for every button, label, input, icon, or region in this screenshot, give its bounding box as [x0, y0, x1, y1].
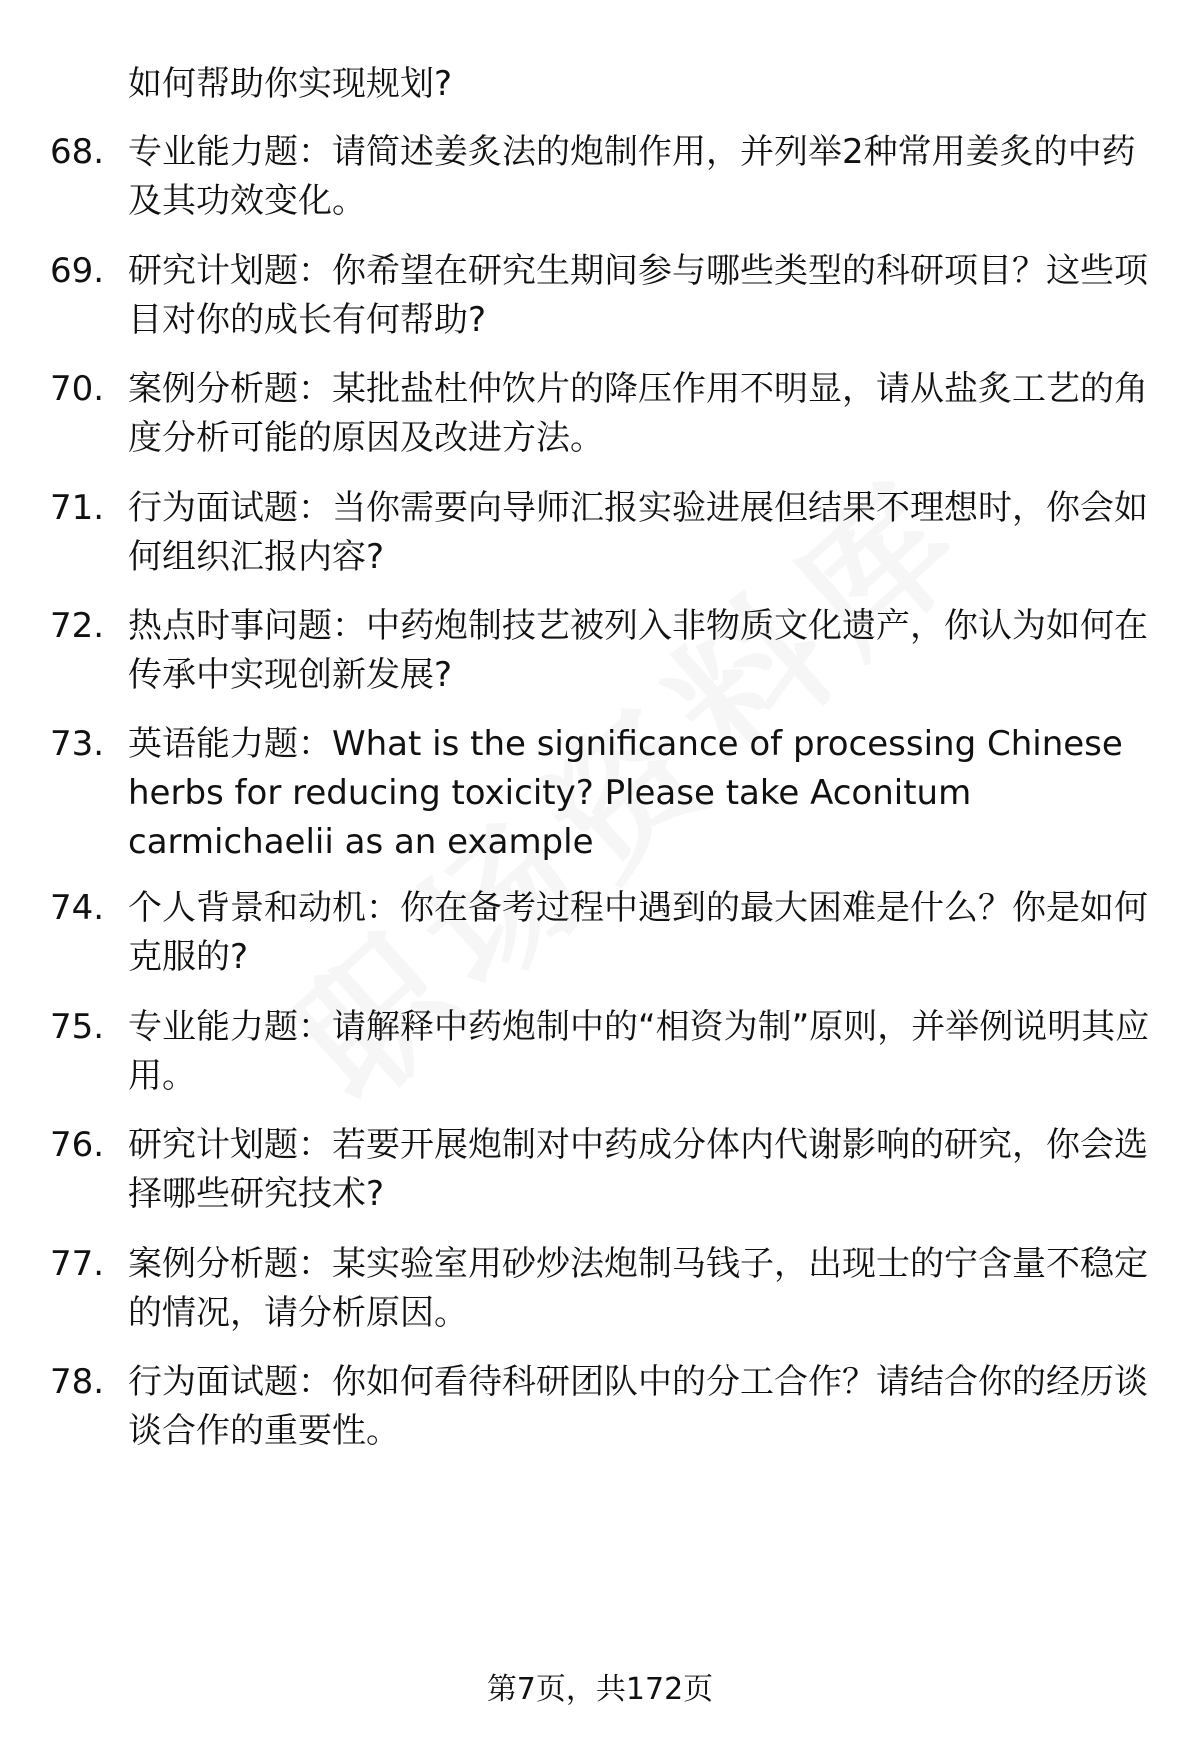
question-item	[50, 1240, 1160, 1338]
question-number: 77.	[50, 1244, 105, 1284]
question-text: 研究计划题：你希望在研究生期间参与哪些类型的科研项目？这些项目对你的成长有何帮助?	[128, 251, 1148, 340]
question-number: 69.	[50, 251, 105, 291]
question-number: 76.	[50, 1125, 105, 1165]
question-number: 70.	[50, 369, 105, 409]
page-number-footer: 第7页，共172页	[486, 1672, 714, 1707]
question-text: 专业能力题：请解释中药炮制中的“相资为制”原则，并举例说明其应用。	[128, 1007, 1150, 1096]
question-text: 行为面试题：你如何看待科研团队中的分工合作？请结合你的经历谈谈合作的重要性。	[128, 1362, 1148, 1451]
question-number: 78.	[50, 1362, 105, 1402]
continued-question-text: 如何帮助你实现规划?	[128, 64, 453, 104]
question-item	[50, 720, 1160, 867]
question-item	[50, 128, 1160, 226]
question-item	[50, 1121, 1160, 1219]
question-text: 研究计划题：若要开展炮制对中药成分体内代谢影响的研究，你会选择哪些研究技术?	[128, 1125, 1148, 1214]
question-number: 74.	[50, 888, 105, 928]
question-text: 英语能力题：What is the significance of processing Chinese herbs for reducing toxicity? Please take Aconitum carmichaelii as an example	[128, 724, 1123, 862]
question-item	[50, 484, 1160, 582]
question-item	[50, 247, 1160, 345]
question-text: 热点时事问题：中药炮制技艺被列入非物质文化遗产，你认为如何在传承中实现创新发展?	[128, 606, 1148, 695]
question-item	[50, 365, 1160, 463]
question-number: 71.	[50, 488, 105, 528]
question-text: 案例分析题：某实验室用砂炒法炮制马钱子，出现士的宁含量不稳定的情况，请分析原因。	[128, 1244, 1148, 1333]
question-item	[50, 602, 1160, 700]
question-text: 案例分析题：某批盐杜仲饮片的降压作用不明显，请从盐炙工艺的角度分析可能的原因及改进方法。	[128, 369, 1148, 458]
question-number: 73.	[50, 724, 105, 764]
question-text: 行为面试题：当你需要向导师汇报实验进展但结果不理想时，你会如何组织汇报内容?	[128, 488, 1148, 577]
question-item	[50, 1003, 1160, 1101]
question-item	[50, 884, 1160, 982]
question-text: 专业能力题：请简述姜炙法的炮制作用，并列举2种常用姜炙的中药及其功效变化。	[128, 132, 1136, 221]
question-number: 75.	[50, 1007, 105, 1047]
question-number: 72.	[50, 606, 105, 646]
question-number: 68.	[50, 132, 105, 172]
question-text: 个人背景和动机：你在备考过程中遇到的最大困难是什么？你是如何克服的?	[128, 888, 1148, 977]
question-item	[50, 1358, 1160, 1456]
